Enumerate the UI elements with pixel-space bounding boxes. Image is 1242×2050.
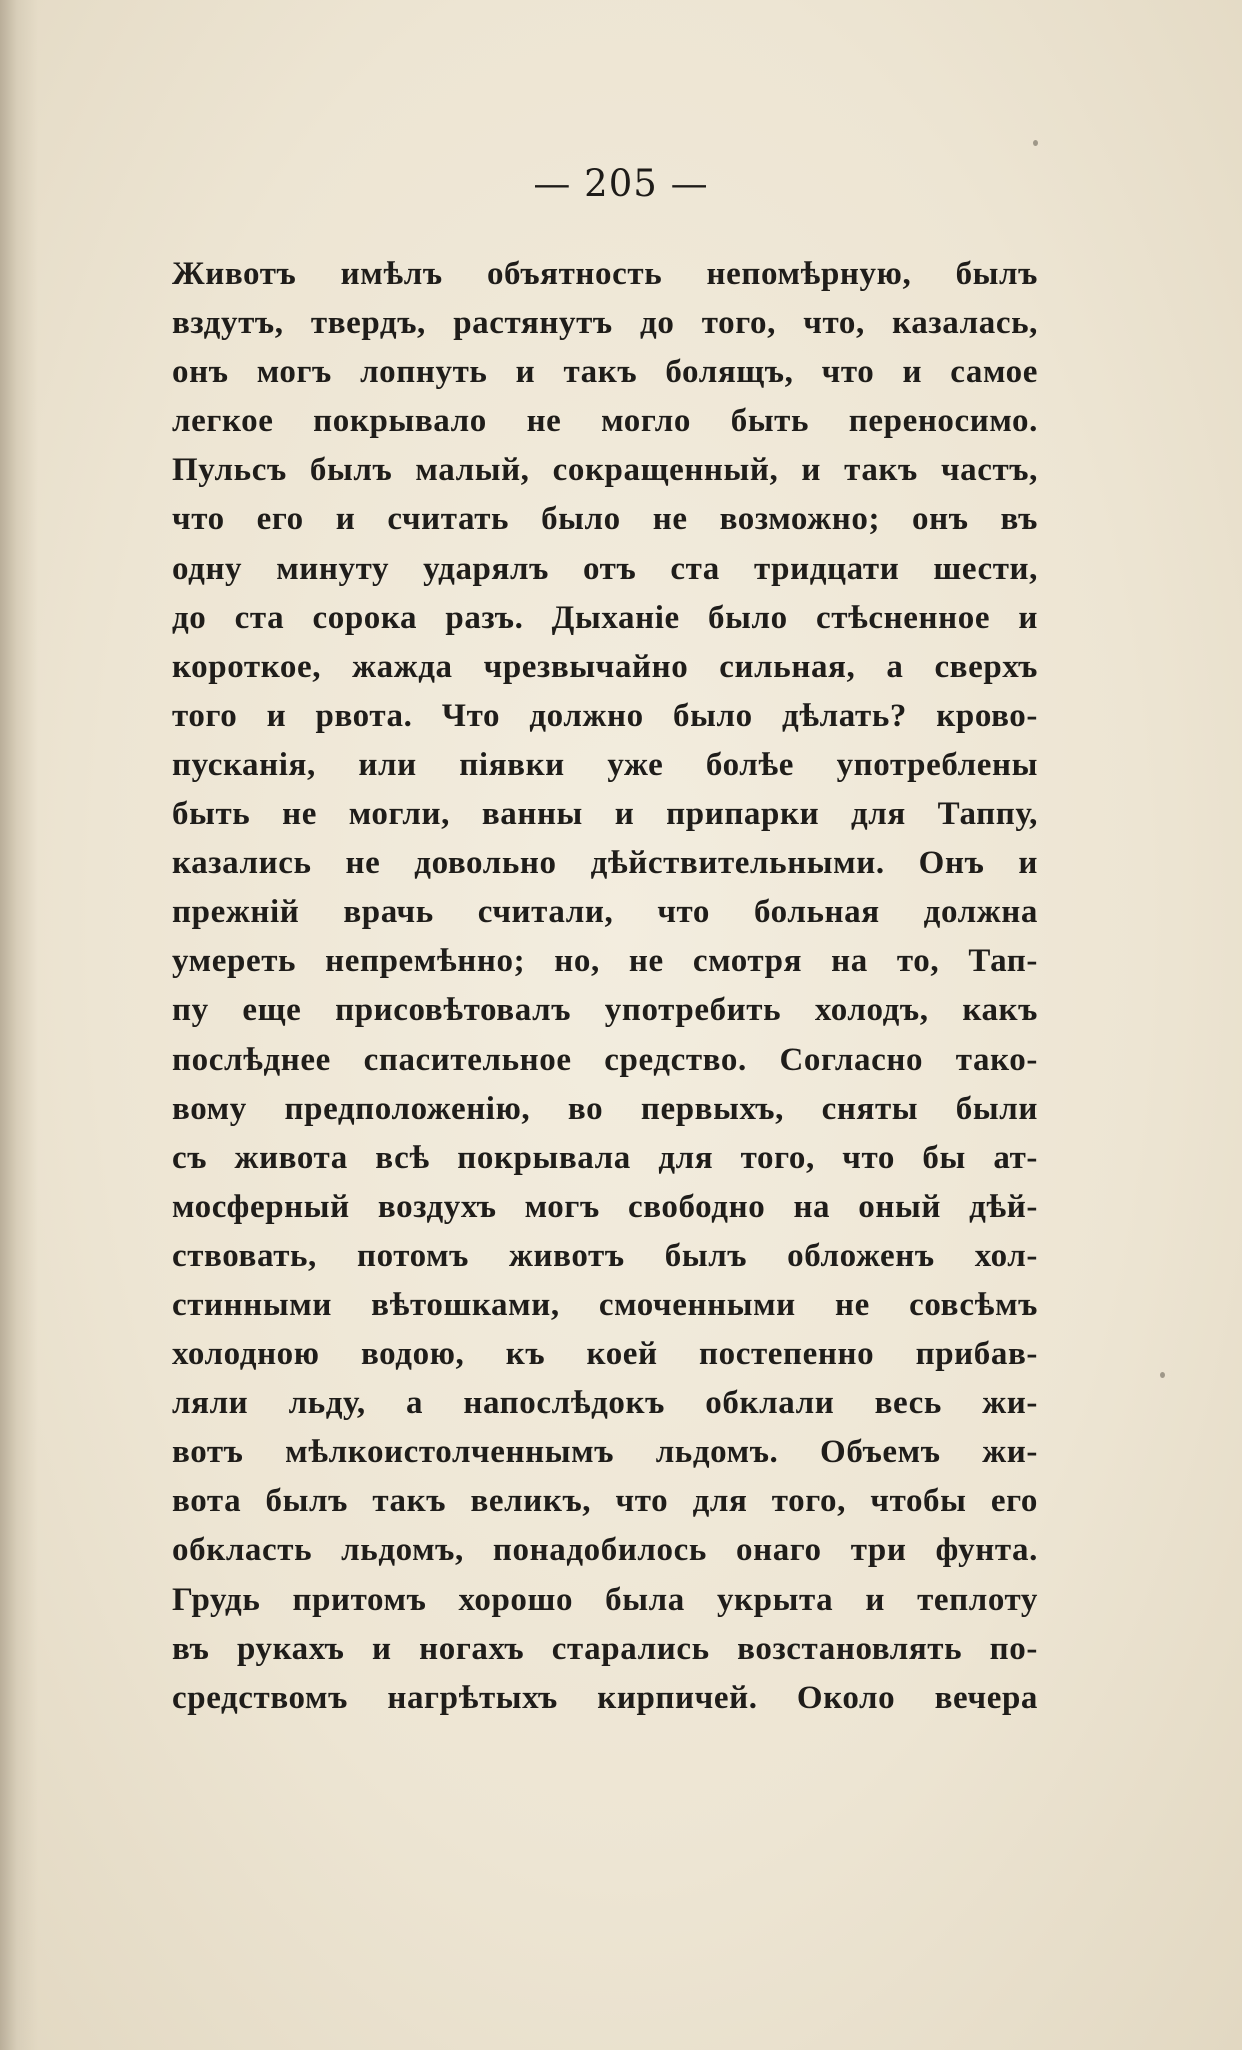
paper-speck (1033, 140, 1038, 146)
text-line: въ рукахъ и ногахъ старались возстановлять по- (172, 1630, 1038, 1667)
paper-speck (1160, 1372, 1165, 1378)
text-line: Животъ имѣлъ объятность непомѣрную, былъ (172, 256, 1038, 292)
text-line: что его и считать было не возможно; онъ въ (172, 501, 1038, 538)
body-text (172, 250, 1038, 1723)
text-line: умереть непремѣнно; но, не смотря на то, Тап- (172, 943, 1038, 980)
text-line: одну минуту ударялъ отъ ста тридцати шести, (172, 550, 1038, 587)
text-line: ствовать, потомъ животъ былъ обложенъ хол- (172, 1237, 1038, 1274)
text-line: обкласть льдомъ, понадобилось онаго три фунта. (172, 1532, 1038, 1569)
text-line: съ живота всѣ покрывала для того, что бы ат- (172, 1139, 1038, 1176)
text-line: онъ могъ лопнуть и такъ болящъ, что и самое (172, 354, 1038, 391)
text-line: мосферный воздухъ могъ свободно на оный дѣй- (172, 1188, 1038, 1225)
text-line: вота былъ такъ великъ, что для того, чтобы его (172, 1483, 1038, 1520)
page-shadow-edge (0, 0, 38, 2050)
text-line: стинными вѣтошками, смоченными не совсѣмъ (172, 1286, 1038, 1323)
text-line: Грудь притомъ хорошо была укрыта и теплоту (172, 1581, 1038, 1618)
text-line: вотъ мѣлкоистолченнымъ льдомъ. Объемъ жи- (172, 1434, 1038, 1471)
text-line: холодною водою, къ коей постепенно прибав- (172, 1336, 1038, 1373)
text-line: легкое покрывало не могло быть переносимо. (172, 403, 1038, 440)
text-line: послѣднее спасительное средство. Согласно тако- (172, 1041, 1038, 1078)
text-line: того и рвота. Что должно было дѣлать? крово- (172, 697, 1038, 734)
text-line: прежній врачь считали, что больная должна (172, 894, 1038, 931)
text-line: ляли льду, а напослѣдокъ обклали весь жи- (172, 1385, 1038, 1422)
page-number: — 205 — (533, 162, 709, 205)
text-line: вздутъ, твердъ, растянутъ до того, что, казалась, (172, 305, 1038, 342)
text-line: вому предположенію, во первыхъ, сняты были (172, 1090, 1038, 1127)
text-line: до ста сорока разъ. Дыханіе было стѣсненное и (172, 599, 1038, 636)
text-line: быть не могли, ванны и припарки для Таппу, (172, 796, 1038, 833)
text-line: пу еще присовѣтовалъ употребить холодъ, какъ (172, 992, 1038, 1029)
text-line: средствомъ нагрѣтыхъ кирпичей. Около вечера (172, 1679, 1038, 1716)
text-line: Пульсъ былъ малый, сокращенный, и такъ частъ, (172, 452, 1038, 489)
text-line: казались не довольно дѣйствительными. Онъ и (172, 845, 1038, 882)
text-line: короткое, жажда чрезвычайно сильная, а сверхъ (172, 648, 1038, 685)
text-line: пусканія, или піявки уже болѣе употреблены (172, 746, 1038, 783)
